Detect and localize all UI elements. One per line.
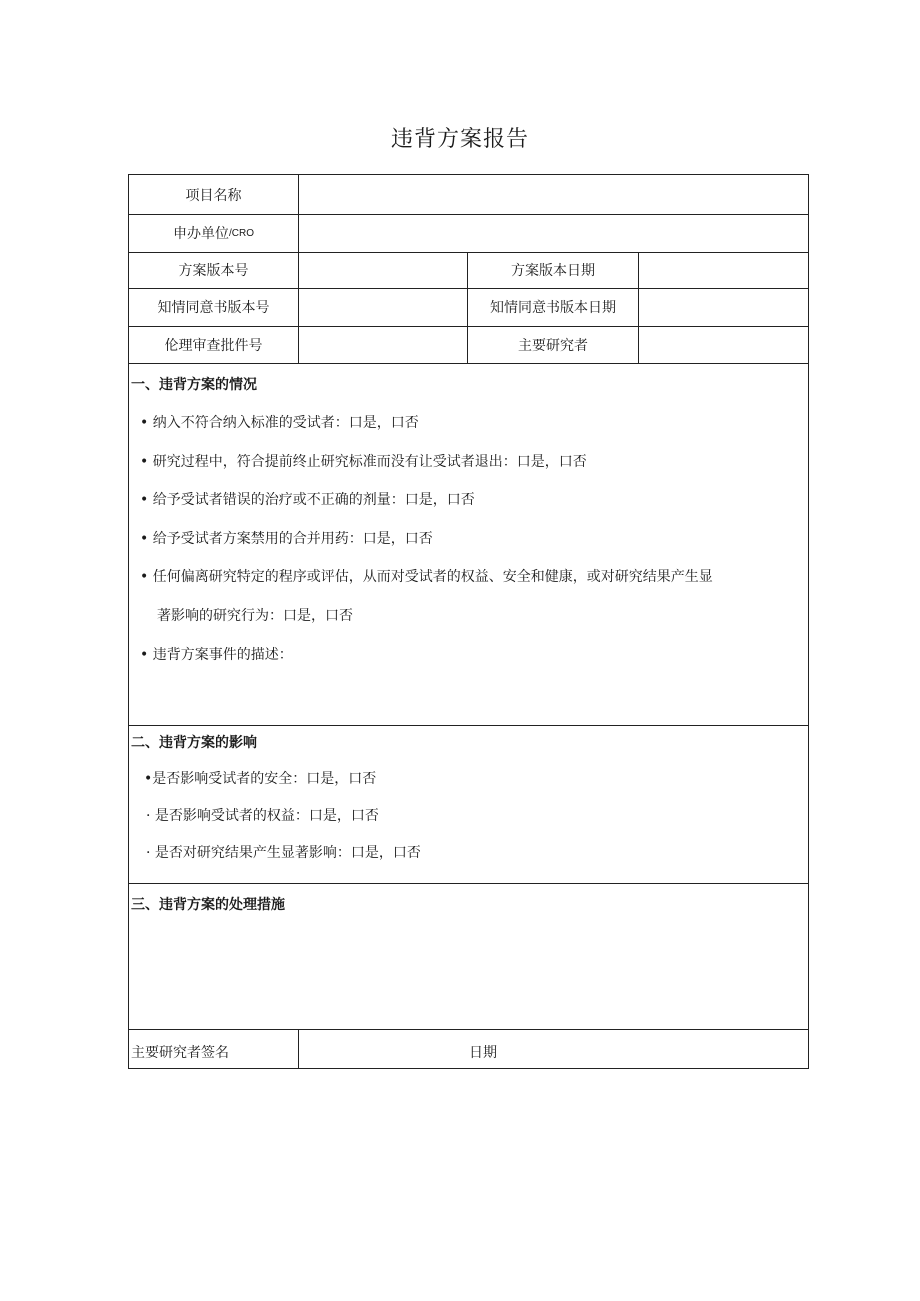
principal-investigator-label: 主要研究者 — [518, 337, 588, 354]
section1-item[interactable]: • 纳入不符合纳入标准的受试者：口是，口否 — [140, 415, 419, 431]
sponsor-label-suffix: /CRO — [229, 227, 254, 239]
icf-version-field[interactable] — [299, 288, 467, 326]
sponsor-field[interactable] — [299, 214, 808, 252]
page-title: 违背方案报告 — [390, 127, 529, 152]
principal-investigator-field[interactable] — [639, 326, 808, 363]
section2-item[interactable]: · 是否对研究结果产生显著影响：口是，口否 — [146, 845, 421, 861]
section3-field[interactable] — [129, 904, 808, 1019]
section2-item[interactable]: · 是否影响受试者的权益：口是，口否 — [146, 808, 379, 824]
row-divider — [129, 363, 808, 364]
icf-version-date-label: 知情同意书版本日期 — [490, 300, 616, 316]
section-divider — [129, 725, 808, 726]
report-form — [128, 174, 809, 1069]
section1-item[interactable]: • 任何偏离研究特定的程序或评估，从而对受试者的权益、安全和健康，或对研究结果产生显 — [140, 569, 713, 585]
icf-version-date-field[interactable] — [639, 288, 808, 326]
section2-item[interactable]: •是否影响受试者的安全：口是，口否 — [144, 771, 377, 787]
project-name-label: 项目名称 — [185, 187, 242, 204]
section-divider — [129, 883, 808, 884]
protocol-version-label: 方案版本号 — [178, 263, 249, 279]
section1-item[interactable]: • 研究过程中，符合提前终止研究标准而没有让受试者退出：口是，口否 — [140, 454, 587, 470]
section1-item[interactable]: • 违背方案事件的描述： — [140, 647, 293, 663]
sponsor-label-text: 申办单位 — [173, 226, 229, 242]
date-label: 日期 — [469, 1045, 497, 1061]
section1-heading: 一、违背方案的情况 — [131, 377, 257, 393]
ethics-approval-field[interactable] — [299, 326, 467, 363]
icf-version-label: 知情同意书版本号 — [157, 300, 270, 316]
section2-heading: 二、违背方案的影响 — [131, 735, 257, 751]
protocol-version-date-label: 方案版本日期 — [511, 263, 595, 279]
ethics-approval-label: 伦理审查批件号 — [164, 337, 263, 354]
section1-item-continuation: 著影响的研究行为：口是，口否 — [157, 608, 353, 624]
protocol-version-field[interactable] — [299, 252, 467, 288]
project-name-field[interactable] — [299, 175, 808, 214]
sponsor-label — [129, 214, 298, 252]
section1-item[interactable]: • 给予受试者错误的治疗或不正确的剂量：口是，口否 — [140, 492, 475, 508]
section1-item[interactable]: • 给予受试者方案禁用的合并用药：口是，口否 — [140, 531, 433, 547]
section3-heading: 三、违背方案的处理措施 — [131, 897, 285, 913]
signature-field[interactable] — [299, 1030, 808, 1069]
protocol-version-date-field[interactable] — [639, 252, 808, 288]
signature-label: 主要研究者签名 — [131, 1045, 229, 1061]
